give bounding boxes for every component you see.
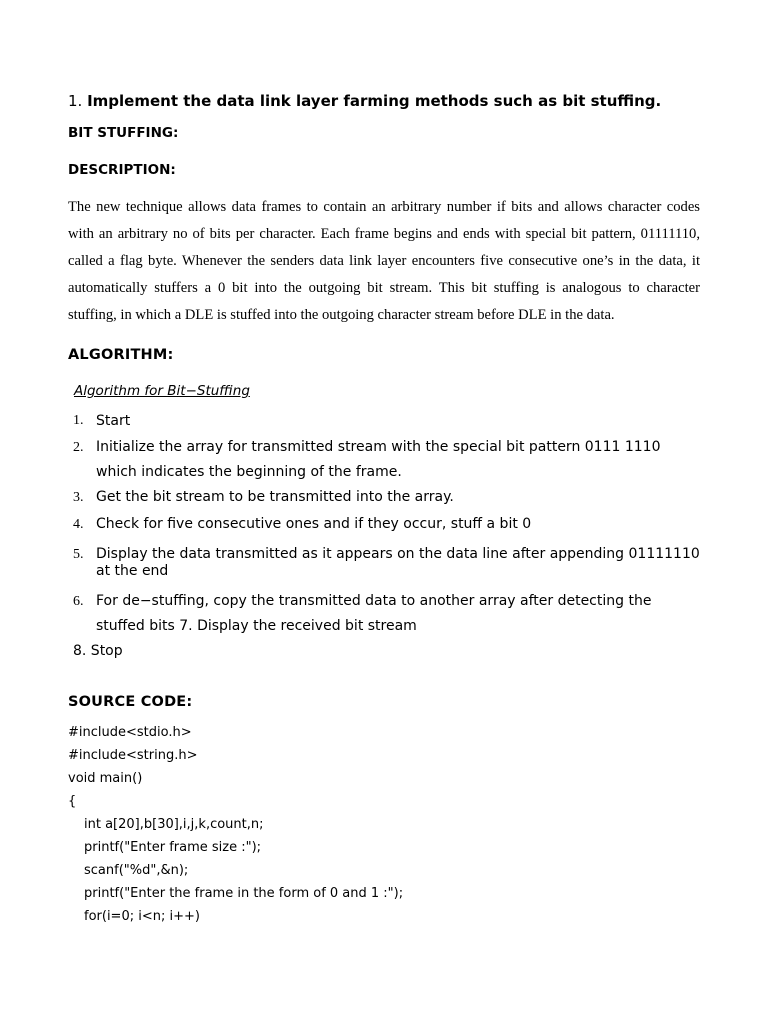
code-line: scanf("%d",&n); xyxy=(84,863,189,878)
step-marker: 4. xyxy=(73,517,84,532)
code-line: printf("Enter the frame in the form of 0 and 1 :"); xyxy=(84,886,404,901)
step-marker: 1. xyxy=(73,413,84,428)
step-marker: 6. xyxy=(73,594,84,609)
algorithm-steps xyxy=(68,411,700,639)
question-text: Implement the data link layer farming methods such as bit stuffing. xyxy=(87,92,662,110)
document-page xyxy=(68,90,700,928)
algorithm-step-6 xyxy=(68,589,700,639)
code-line: #include<string.h> xyxy=(68,748,198,763)
bit-stuffing-heading: BIT STUFFING: xyxy=(68,125,179,141)
step-marker: 2. xyxy=(73,440,84,455)
step-text: Initialize the array for transmitted stream with the special bit pattern 0111 1110 which indicates the beginning of the frame. xyxy=(96,439,661,480)
step-marker: 3. xyxy=(73,490,84,505)
algorithm-step-5 xyxy=(68,546,700,580)
description-paragraph: The new technique allows data frames to contain an arbitrary number if bits and allows character codes with an arbitrary no of bits per character. Each frame begins and ends with special bit pattern, 01111110, called a flag byte. Whenever the senders data link layer encounters five consecutive one’s in the data, it automatically stuffers a 0 bit into the outgoing bit stream. This bit stuffing is analogous to character stuffing, in which a DLE is stuffed into the outgoing character stream before DLE in the data. xyxy=(68,199,700,323)
code-line: void main() xyxy=(68,771,143,786)
step-marker: 5. xyxy=(73,547,84,562)
code-line: printf("Enter frame size :"); xyxy=(84,840,262,855)
source-code-heading: SOURCE CODE: xyxy=(68,694,193,710)
step-text: Display the data transmitted as it appears on the data line after appending 01111110 at the end xyxy=(96,546,700,579)
question-heading xyxy=(68,90,700,112)
algorithm-step-2 xyxy=(68,435,700,485)
algorithm-title: Algorithm for Bit−Stuffing xyxy=(74,383,250,399)
step-text: Check for five consecutive ones and if they occur, stuff a bit 0 xyxy=(96,516,532,532)
algorithm-heading: ALGORITHM: xyxy=(68,347,174,363)
code-line: { xyxy=(68,794,77,809)
algorithm-step-1 xyxy=(68,411,700,431)
code-line: int a[20],b[30],i,j,k,count,n; xyxy=(84,817,264,832)
algorithm-step-stop: 8. Stop xyxy=(73,643,123,659)
step-text: Get the bit stream to be transmitted into the array. xyxy=(96,489,454,505)
step-text: Start xyxy=(96,413,131,429)
question-number: 1. xyxy=(68,92,83,110)
source-code-block xyxy=(68,721,700,928)
description-heading: DESCRIPTION: xyxy=(68,162,176,178)
algorithm-step-3 xyxy=(68,485,700,510)
code-line: #include<stdio.h> xyxy=(68,725,192,740)
step-text: For de−stuffing, copy the transmitted data to another array after detecting the stuffed bits 7. Display the received bit stream xyxy=(96,593,652,634)
code-line: for(i=0; i<n; i++) xyxy=(84,909,200,924)
algorithm-step-4 xyxy=(68,512,700,537)
